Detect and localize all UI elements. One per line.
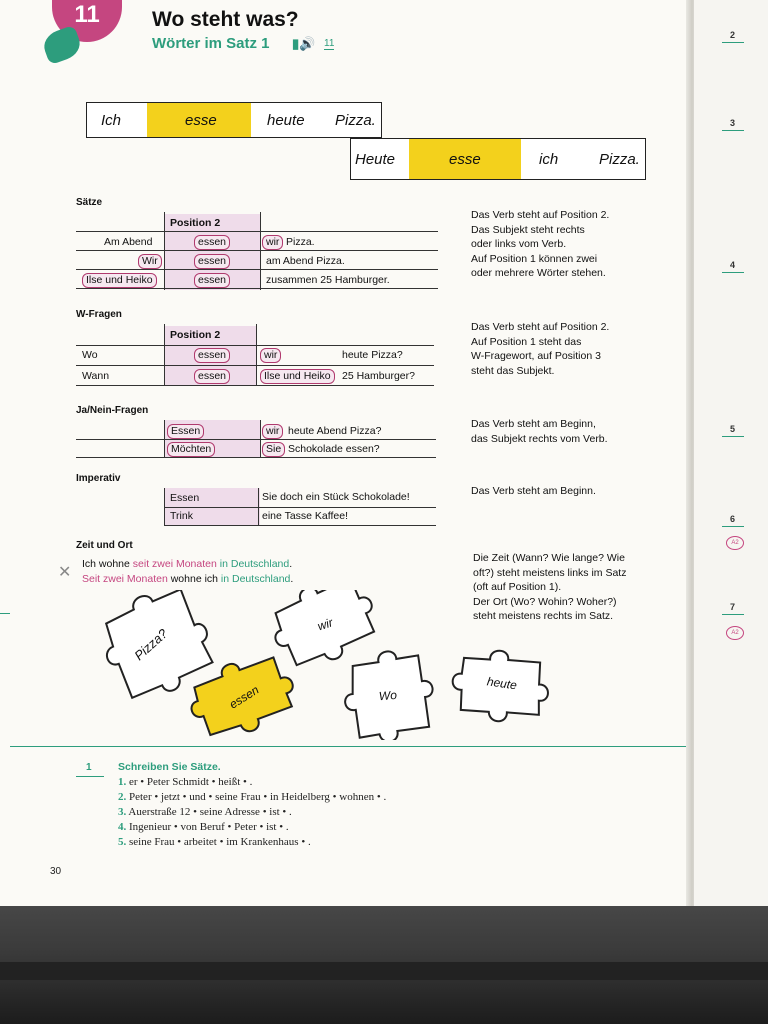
table-cell: eine Tasse Kaffee! xyxy=(262,510,349,522)
level-badge: A2 xyxy=(726,536,744,550)
subject-box: wir xyxy=(262,424,283,439)
background-band xyxy=(0,962,768,980)
section-heading-saetze: Sätze xyxy=(76,197,103,208)
verb-box: essen xyxy=(194,235,230,250)
subject-box: Ilse und Heiko xyxy=(82,273,157,288)
table-rule xyxy=(76,385,434,386)
puzzle-piece-heute xyxy=(448,645,553,728)
exercise-item-2: 2. Peter • jetzt • und • seine Frau • in Heidelberg • wohnen • . xyxy=(118,791,387,803)
table-cell: Schokolade essen? xyxy=(288,443,380,455)
puzzle-pieces-illustration xyxy=(90,590,570,740)
table-cell: Trink xyxy=(170,510,193,522)
table-rule xyxy=(76,457,436,458)
col-header-position2: Position 2 xyxy=(170,217,221,229)
table-cell: 25 Hamburger? xyxy=(342,370,415,382)
rp-marker: 6 xyxy=(730,514,736,524)
piece-label-wir: wir xyxy=(315,615,335,634)
rp-marker-line xyxy=(722,526,744,527)
table-rule xyxy=(76,439,436,440)
pencil-x-mark: ✕ xyxy=(58,564,72,581)
table-rule xyxy=(76,269,438,270)
strip2-word-2: esse xyxy=(449,151,481,168)
level-badge: A2 xyxy=(726,626,744,640)
explanation-saetze: Das Verb steht auf Position 2. Das Subjekt steht rechts oder links vom Verb. Auf Position 1 können zwei oder mehrere Wörter stehen. xyxy=(471,209,610,279)
table-rule xyxy=(76,345,434,346)
margin-rule xyxy=(0,613,10,614)
table-cell: Pizza. xyxy=(286,236,315,248)
strip2-word-3: ich xyxy=(539,151,559,168)
table-cell: heute Abend Pizza? xyxy=(288,425,382,437)
piece-label-essen: essen xyxy=(226,682,262,712)
section-heading-imperativ: Imperativ xyxy=(76,473,121,484)
table-cell: heute Pizza? xyxy=(342,349,403,361)
exercise-item-1: 1. er • Peter Schmidt • heißt • . xyxy=(118,776,253,788)
puzzle-strip-1 xyxy=(86,102,382,138)
verb-box: Essen xyxy=(167,424,204,439)
table-cell: Wann xyxy=(82,370,110,382)
rp-marker-line xyxy=(722,436,744,437)
strip1-word-1: Ich xyxy=(101,112,122,129)
rp-marker-line xyxy=(722,130,744,131)
subject-box: wir xyxy=(260,348,281,363)
subject-box: wir xyxy=(262,235,283,250)
explanation-zeitort: Die Zeit (Wann? Wie lange? Wie oft?) steht meistens links im Satz (oft auf Position 1). Der Ort (Wo? Wohin? Woher?) steht meistens rechts im Satz. xyxy=(473,552,627,622)
exercise-item-5: 5. seine Frau • arbeitet • im Krankenhaus • . xyxy=(118,836,311,848)
speaker-icon[interactable]: ▮🔊 xyxy=(292,36,316,51)
example-sentence-2: Seit zwei Monaten wohne ich in Deutschland. xyxy=(82,573,294,585)
puzzle-piece-wir xyxy=(264,590,385,675)
table-rule xyxy=(76,288,438,289)
puzzle-piece-wo xyxy=(342,648,436,740)
table-divider xyxy=(164,212,165,290)
table-rule xyxy=(164,507,436,508)
table-rule xyxy=(76,250,438,251)
table-cell: Am Abend xyxy=(104,236,153,248)
table-cell: zusammen 25 Hamburger. xyxy=(266,274,390,286)
table-divider xyxy=(164,324,165,386)
verb-box: essen xyxy=(194,254,230,269)
rp-marker: 5 xyxy=(730,424,736,434)
strip1-word-3: heute xyxy=(267,112,305,129)
rp-marker-line xyxy=(722,42,744,43)
verb-box: essen xyxy=(194,273,230,288)
table-rule xyxy=(76,231,438,232)
verb-box: essen xyxy=(194,348,230,363)
exercise-number: 1 xyxy=(86,762,92,773)
chapter-badge: 11 xyxy=(52,0,122,42)
piece-label-pizza: Pizza? xyxy=(131,625,171,664)
audio-track-number[interactable]: 11 xyxy=(324,38,335,49)
verb-box: Möchten xyxy=(167,442,215,457)
exercise-item-4: 4. Ingenieur • von Beruf • Peter • ist • . xyxy=(118,821,289,833)
strip2-word-4: Pizza. xyxy=(599,151,640,168)
page-title: Wo steht was? xyxy=(152,8,299,31)
subject-box: Ilse und Heiko xyxy=(260,369,335,384)
rp-marker: 4 xyxy=(730,260,736,270)
table-divider xyxy=(256,324,257,386)
section-divider xyxy=(10,746,686,747)
explanation-janein: Das Verb steht am Beginn, das Subjekt rechts vom Verb. xyxy=(471,418,608,445)
strip1-word-2: esse xyxy=(185,112,217,129)
rp-marker-line xyxy=(722,614,744,615)
table-cell: Wo xyxy=(82,349,98,361)
rp-marker: 3 xyxy=(730,118,736,128)
rp-marker: 7 xyxy=(730,602,736,612)
explanation-imperativ: Das Verb steht am Beginn. xyxy=(471,485,596,497)
table-divider xyxy=(260,212,261,290)
page-subtitle: Wörter im Satz 1 xyxy=(152,35,270,52)
rp-marker: 2 xyxy=(730,30,736,40)
explanation-wfragen: Das Verb steht auf Position 2. Auf Position 1 steht das W-Fragewort, auf Position 3 steht das Subjekt. xyxy=(471,321,610,377)
example-sentence-1: Ich wohne seit zwei Monaten in Deutschland. xyxy=(82,558,293,570)
right-page-edge xyxy=(694,0,768,906)
exercise-instruction: Schreiben Sie Sätze. xyxy=(118,761,221,773)
table-rule xyxy=(164,525,436,526)
verb-box: essen xyxy=(194,369,230,384)
strip2-word-1: Heute xyxy=(355,151,396,168)
subject-box: Sie xyxy=(262,442,285,457)
section-heading-janein: Ja/Nein-Fragen xyxy=(76,405,149,416)
strip1-word-4: Pizza. xyxy=(335,112,376,129)
exercise-number-underline xyxy=(76,776,104,777)
table-rule xyxy=(76,365,434,366)
col-header-position2: Position 2 xyxy=(170,329,221,341)
table-cell: Sie doch ein Stück Schokolade! xyxy=(262,491,410,503)
section-heading-wfragen: W-Fragen xyxy=(76,309,122,320)
table-cell: Essen xyxy=(170,492,200,504)
section-heading-zeitort: Zeit und Ort xyxy=(76,540,133,551)
exercise-item-3: 3. Auerstraße 12 • seine Adresse • ist • . xyxy=(118,806,292,818)
piece-label-heute: heute xyxy=(486,674,518,693)
page-number: 30 xyxy=(50,866,62,877)
table-cell: am Abend Pizza. xyxy=(266,255,345,267)
subject-box: Wir xyxy=(138,254,162,269)
rp-marker-line xyxy=(722,272,744,273)
piece-label-wo: Wo xyxy=(378,687,398,704)
puzzle-strip-2 xyxy=(350,138,646,180)
